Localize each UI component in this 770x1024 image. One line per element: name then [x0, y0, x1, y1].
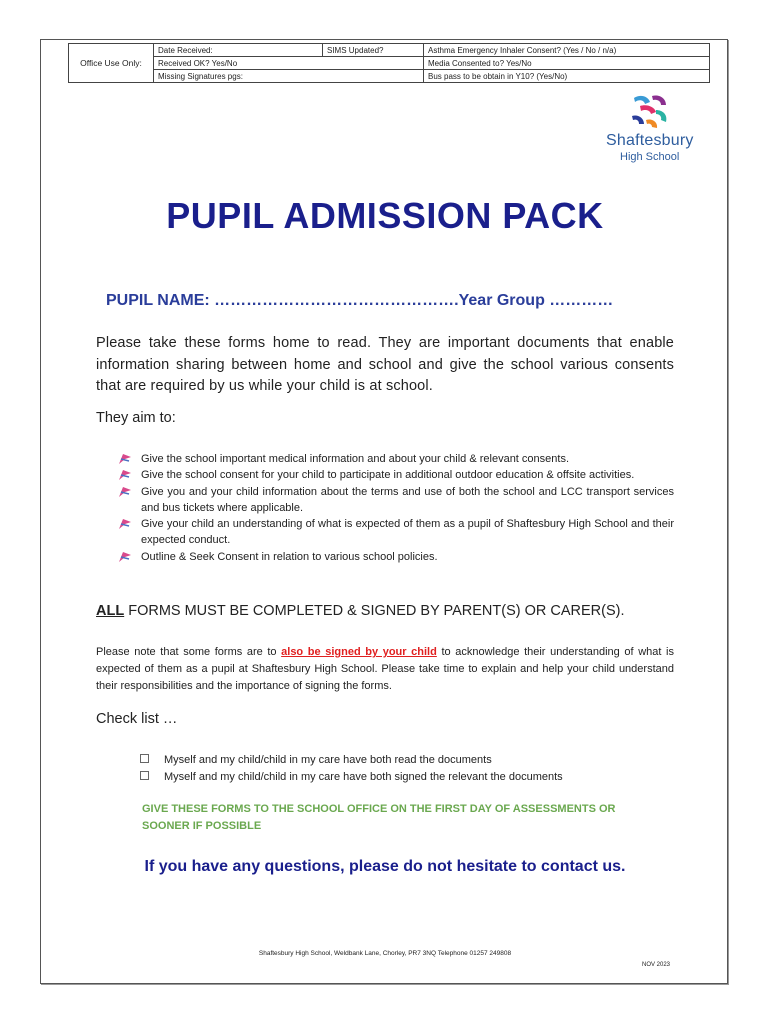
list-item: Outline & Seek Consent in relation to various school policies.	[118, 549, 674, 565]
return-forms-note: GIVE THESE FORMS TO THE SCHOOL OFFICE ON THE FIRST DAY OF ASSESSMENTS OR SOONER IF POSSIBLE	[142, 803, 616, 832]
flag-bullet-icon	[118, 469, 132, 481]
media-consent-cell: Media Consented to? Yes/No	[424, 57, 710, 70]
all-forms-text: FORMS MUST BE COMPLETED & SIGNED BY PARENT(S) OR CARER(S).	[124, 603, 625, 619]
all-emphasis: ALL	[96, 603, 125, 619]
child-signature-highlight: also be signed by your child	[281, 646, 437, 658]
aim-heading: They aim to:	[96, 410, 176, 426]
date-received-cell: Date Received:	[154, 44, 323, 57]
checklist-title: Check list …	[96, 711, 178, 727]
checkbox[interactable]	[140, 771, 149, 780]
school-logo-mark-icon	[626, 92, 676, 132]
checkbox[interactable]	[140, 754, 149, 763]
all-forms-heading	[96, 603, 625, 619]
checklist-item: Myself and my child/child in my care have both read the documents	[140, 752, 563, 769]
list-item: Give you and your child information about the terms and use of both the school and LCC transport services and bus tickets where applicable.	[118, 484, 674, 517]
received-ok-cell: Received OK? Yes/No	[154, 57, 424, 70]
flag-bullet-icon	[118, 551, 132, 563]
school-logo	[600, 92, 710, 172]
contact-message: If you have any questions, please do not hesitate to contact us.	[144, 858, 626, 875]
asthma-consent-cell: Asthma Emergency Inhaler Consent? (Yes / No / n/a)	[424, 44, 710, 57]
list-item: Give the school consent for your child to participate in additional outdoor education & offsite activities.	[118, 467, 674, 483]
office-use-label: Office Use Only:	[69, 44, 154, 83]
office-use-table	[68, 43, 710, 83]
bus-pass-cell: Bus pass to be obtain in Y10? (Yes/No)	[424, 70, 710, 83]
school-logo-subtitle: High School	[620, 151, 680, 163]
sims-updated-cell: SIMS Updated?	[323, 44, 424, 57]
footer-address: Shaftesbury High School, Weldbank Lane, Chorley, PR7 3NQ Telephone 01257 249808	[258, 950, 512, 957]
missing-signatures-cell: Missing Signatures pgs:	[154, 70, 424, 83]
flag-bullet-icon	[118, 486, 132, 498]
aims-list	[118, 451, 674, 565]
document-date: NOV 2023	[642, 962, 671, 968]
flag-bullet-icon	[118, 518, 132, 530]
page-title: PUPIL ADMISSION PACK	[166, 195, 604, 236]
pupil-name-line: PUPIL NAME: ……………………………………….Year Group …………	[106, 292, 614, 309]
flag-bullet-icon	[118, 453, 132, 465]
school-logo-name: Shaftesbury	[606, 132, 694, 149]
list-item: Give the school important medical information and about your child & relevant consents.	[118, 451, 674, 467]
signature-note: Please note that some forms are to also be signed by your child to acknowledge their understanding of what is expected of them as a pupil at Shaftesbury High School. Please take time to explain and help your child understand their responsibilities and the importance of signing the forms.	[96, 646, 674, 692]
intro-paragraph: Please take these forms home to read. They are important documents that enable information sharing between home and school and give the school various consents that are required by us while your child is at school.	[96, 335, 674, 394]
checklist-item: Myself and my child/child in my care have both signed the relevant the documents	[140, 769, 563, 786]
checklist	[140, 752, 563, 785]
list-item: Give your child an understanding of what is expected of them as a pupil of Shaftesbury High School and their expected conduct.	[118, 516, 674, 549]
